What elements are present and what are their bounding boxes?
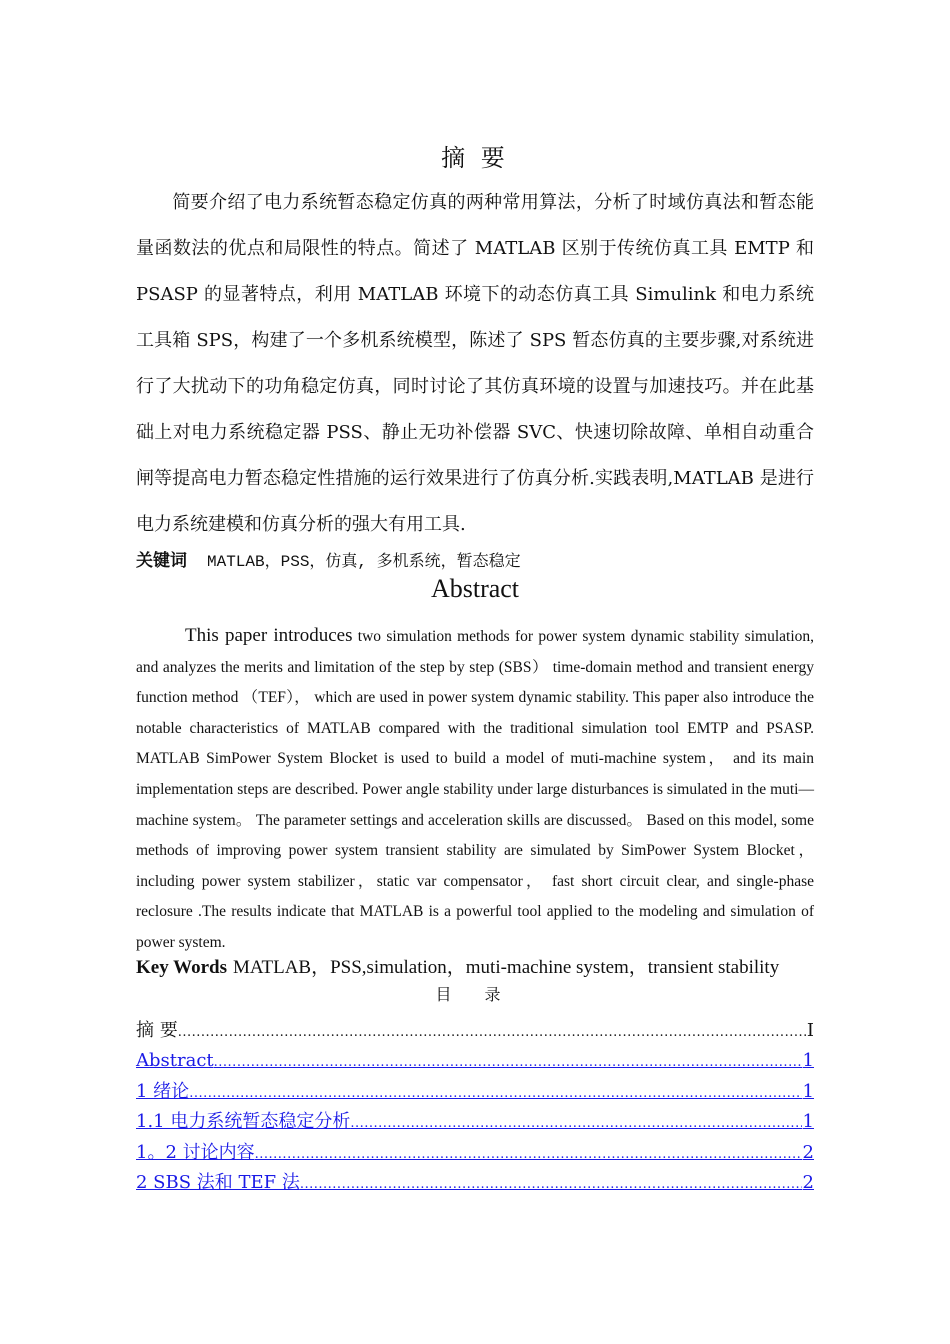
- toc-entry-label: 摘 要: [136, 1020, 178, 1041]
- toc-title: 目 录: [435, 985, 515, 1004]
- toc-entry-abstract-en[interactable]: [136, 1046, 814, 1076]
- toc-leader: [255, 1140, 802, 1170]
- keywords-cn-label: 关键词: [136, 551, 187, 571]
- toc-entry-chapter-2[interactable]: [136, 1168, 814, 1198]
- toc-entry-chapter-1[interactable]: [136, 1077, 814, 1107]
- abstract-cn-title: 摘 要: [441, 144, 509, 172]
- abstract-cn-body: 简要介绍了电力系统暂态稳定仿真的两种常用算法，分析了时域仿真法和暂态能量函数法的优点和局限性的特点。简述了 MATLAB 区别于传统仿真工具 EMTP 和 PSASP 的显著特点，利用 MATLAB 环境下的动态仿真工具 Simulink 和电力系统工具箱 SPS，构建了一个多机系统模型，陈述了 SPS 暂态仿真的主要步骤,对系统进行了大扰动下的功角稳定仿真，同时讨论了其仿真环境的设置与加速技巧。并在此基础上对电力系统稳定器 PSS、静止无功补偿器 SVC、快速切除故障、单相自动重合闸等提高电力暂态稳定性措施的运行效果进行了仿真分析.实践表明,MATLAB 是进行电力系统建模和仿真分析的强大有用工具.: [136, 192, 814, 535]
- toc-entry-page: I: [806, 1020, 814, 1041]
- toc-entry-section-1-2[interactable]: [136, 1138, 814, 1168]
- toc-entry-label: Abstract: [136, 1050, 214, 1072]
- toc-entry-page: 1: [802, 1050, 814, 1072]
- toc-entry-label: 2 SBS 法和 TEF 法: [136, 1171, 300, 1193]
- toc-entry-page: 1: [802, 1111, 814, 1133]
- toc-entry-abstract-cn[interactable]: [136, 1016, 814, 1046]
- toc-leader: [214, 1048, 802, 1078]
- toc-entry-page: 1: [802, 1080, 814, 1102]
- toc-entry-section-1-1[interactable]: [136, 1107, 814, 1137]
- toc-entry-label: 1 绪论: [136, 1080, 190, 1102]
- keywords-cn-value: MATLAB，PSS，仿真, 多机系统，暂态稳定: [207, 553, 521, 571]
- toc-entry-page: 2: [802, 1141, 814, 1163]
- abstract-cn-paragraph: [136, 180, 814, 548]
- abstract-en-body: two simulation methods for power system dynamic stability simulation, and analyzes the merits and limitation of the step by step (SBS） time-domain method and transient energy function method （TEF）， which are used in power system dynamic stability. This paper also introduce the notable characteristics of MATLAB compared with the traditional simulation tool EMTP and PSASP. MATLAB SimPower System Blocket is used to build a model of muti-machine system， and its main implementation steps are described. Power angle stability under large disturbances is simulated in the muti—machine system。 The parameter settings and acceleration skills are discussed。 Based on this model, some methods of improving power system transient stability are simulated by SimPower System Blocket， including power system stabilizer，static var compensator， fast short circuit clear, and single-phase reclosure .The results indicate that MATLAB is a powerful tool applied to the modeling and simulation of power system.: [136, 628, 815, 951]
- keywords-en: [136, 952, 826, 979]
- keywords-en-value: MATLAB，PSS,simulation，muti-machine system，transient stability: [232, 957, 780, 978]
- abstract-en-title: Abstract: [430, 574, 520, 603]
- toc-entry-label: 1.1 电力系统暂态稳定分析: [136, 1111, 351, 1133]
- toc-leader: [300, 1170, 802, 1200]
- table-of-contents: [136, 1016, 814, 1198]
- toc-leader: [350, 1109, 801, 1139]
- toc-leader: [178, 1018, 806, 1048]
- toc-entry-page: 2: [802, 1171, 814, 1193]
- keywords-cn: [136, 546, 814, 571]
- toc-leader: [189, 1079, 801, 1109]
- abstract-en-lead: This paper introduces: [185, 625, 353, 646]
- toc-entry-label: 1。2 讨论内容: [136, 1141, 255, 1163]
- keywords-en-label: Key Words: [136, 957, 227, 978]
- abstract-en-paragraph: [136, 621, 814, 959]
